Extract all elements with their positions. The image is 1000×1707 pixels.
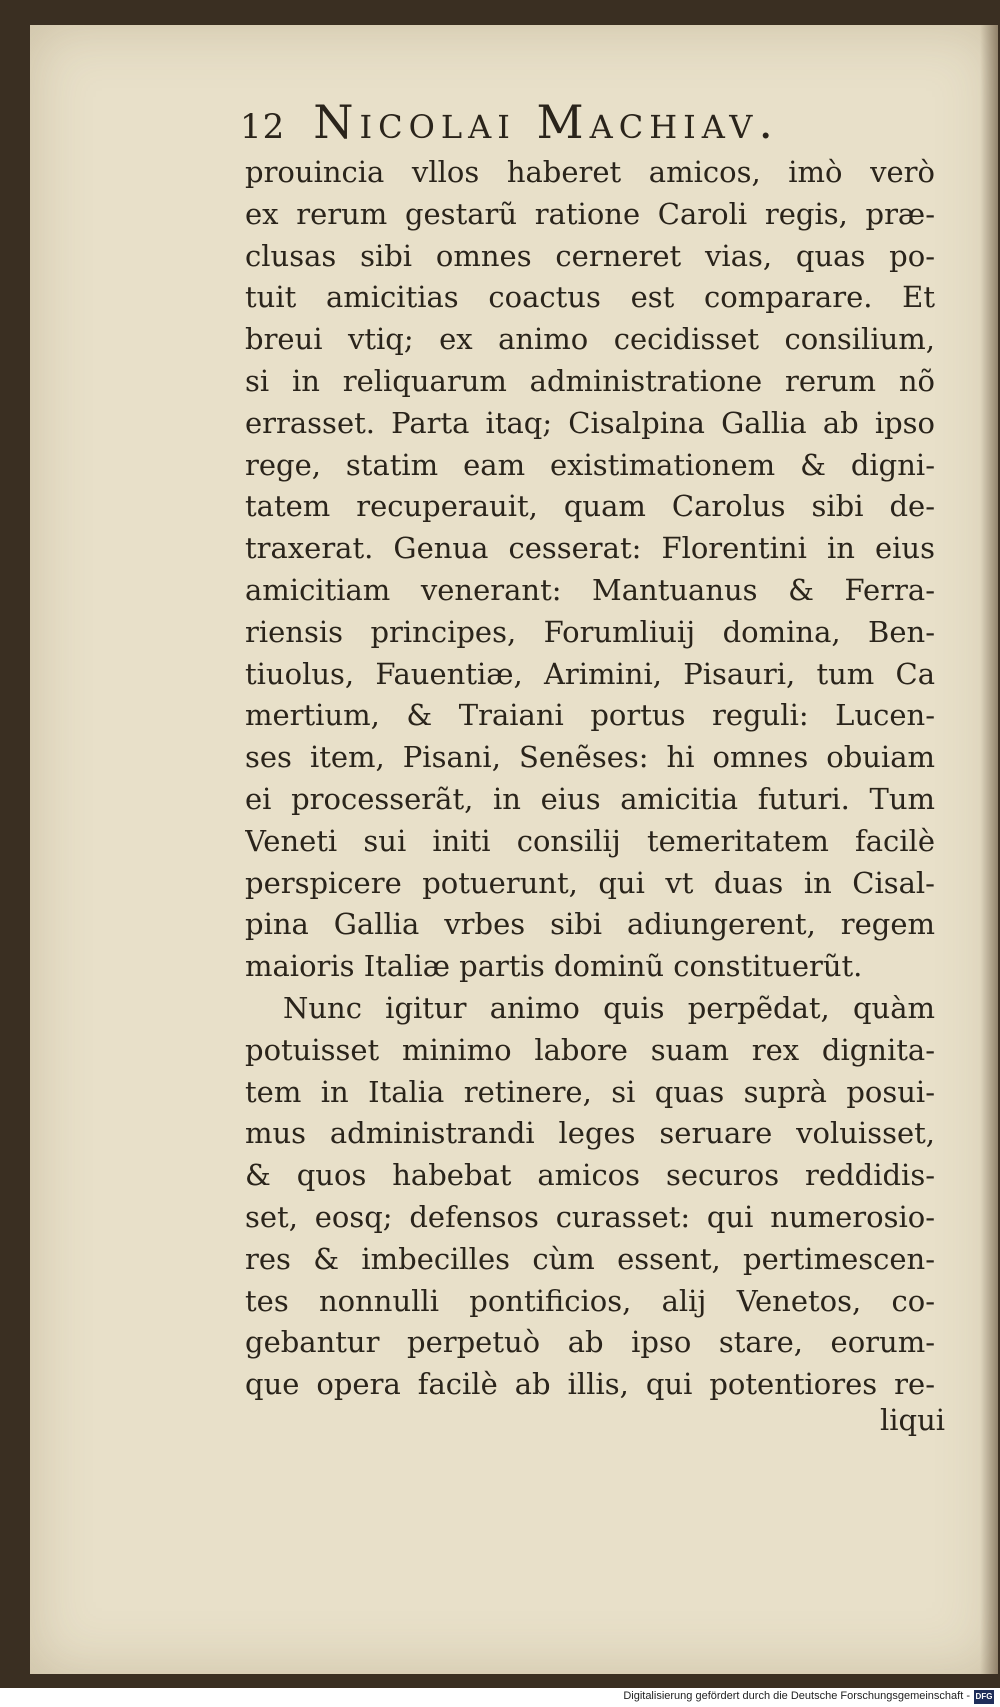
text-line: si in reliquarum administratione rerum nõ bbox=[245, 363, 935, 398]
text-line: gebantur perpetuò ab ipso stare, eorum- bbox=[245, 1325, 935, 1360]
text-line: errasset. Parta itaq; Cisalpina Gallia ab ipso bbox=[245, 405, 935, 440]
text-line: perspicere potuerunt, qui vt duas in Cisal- bbox=[245, 865, 935, 900]
text-line: mus administrandi leges seruare voluisset, bbox=[245, 1116, 935, 1151]
text-line: breui vtiq; ex animo cecidisset consilium, bbox=[245, 322, 935, 357]
text-line: prouincia vllos haberet amicos, imò verò bbox=[245, 155, 935, 189]
text-line: que opera facilè ab illis, qui potentiores re- bbox=[245, 1367, 935, 1402]
text-line: ex rerum gestarũ ratione Caroli regis, præ- bbox=[245, 196, 935, 231]
text-line: & quos habebat amicos securos reddidis- bbox=[245, 1158, 935, 1193]
catchword: liqui bbox=[880, 1403, 946, 1437]
text-line: mertium, & Traiani portus reguli: Lucen- bbox=[245, 698, 935, 733]
text-line: amicitiam venerant: Mantuanus & Ferra- bbox=[245, 572, 935, 607]
text-line: ses item, Pisani, Senẽses: hi omnes obuiam bbox=[245, 740, 935, 775]
running-title: Nicolai Machiav. bbox=[313, 95, 779, 149]
text-line: tes nonnulli pontificios, alij Venetos, co- bbox=[245, 1283, 935, 1318]
body-text bbox=[245, 152, 935, 1406]
text-line: potuisset minimo labore suam rex dignita- bbox=[245, 1032, 935, 1067]
dfg-logo-icon: DFG bbox=[974, 1690, 994, 1704]
text-line: ei processerãt, in eius amicitia futuri. Tum bbox=[245, 781, 935, 816]
text-line: tiuolus, Fauentiæ, Arimini, Pisauri, tum Ca bbox=[245, 656, 935, 691]
text-line: riensis principes, Forumliuij domina, Ben- bbox=[245, 614, 935, 649]
page-number: 12 bbox=[240, 107, 286, 147]
text-line: clusas sibi omnes cerneret vias, quas po- bbox=[245, 238, 935, 273]
text-line: Veneti sui initi consilij temeritatem facilè bbox=[245, 823, 935, 858]
text-line: set, eosq; defensos curasset: qui numerosio- bbox=[245, 1199, 935, 1234]
text-line: maioris Italiæ partis dominũ constituerũt. bbox=[245, 949, 863, 984]
text-line: pina Gallia vrbes sibi adiungerent, regem bbox=[245, 907, 935, 942]
funding-credit: Digitalisierung gefördert durch die Deutsche Forschungsgemeinschaft - bbox=[623, 1690, 970, 1702]
text-line: tatem recuperauit, quam Carolus sibi de- bbox=[245, 489, 935, 524]
text-line: Nunc igitur animo quis perpẽdat, quàm bbox=[283, 990, 935, 1025]
text-line: tuit amicitias coactus est comparare. Et bbox=[245, 280, 935, 315]
text-line: rege, statim eam existimationem & digni- bbox=[245, 447, 935, 482]
footer-bar bbox=[0, 1688, 1000, 1707]
text-line: tem in Italia retinere, si quas suprà posui- bbox=[245, 1074, 935, 1109]
text-line: res & imbecilles cùm essent, pertimescen- bbox=[245, 1241, 935, 1276]
text-line: traxerat. Genua cesserat: Florentini in eius bbox=[245, 531, 935, 566]
running-head bbox=[240, 95, 940, 155]
